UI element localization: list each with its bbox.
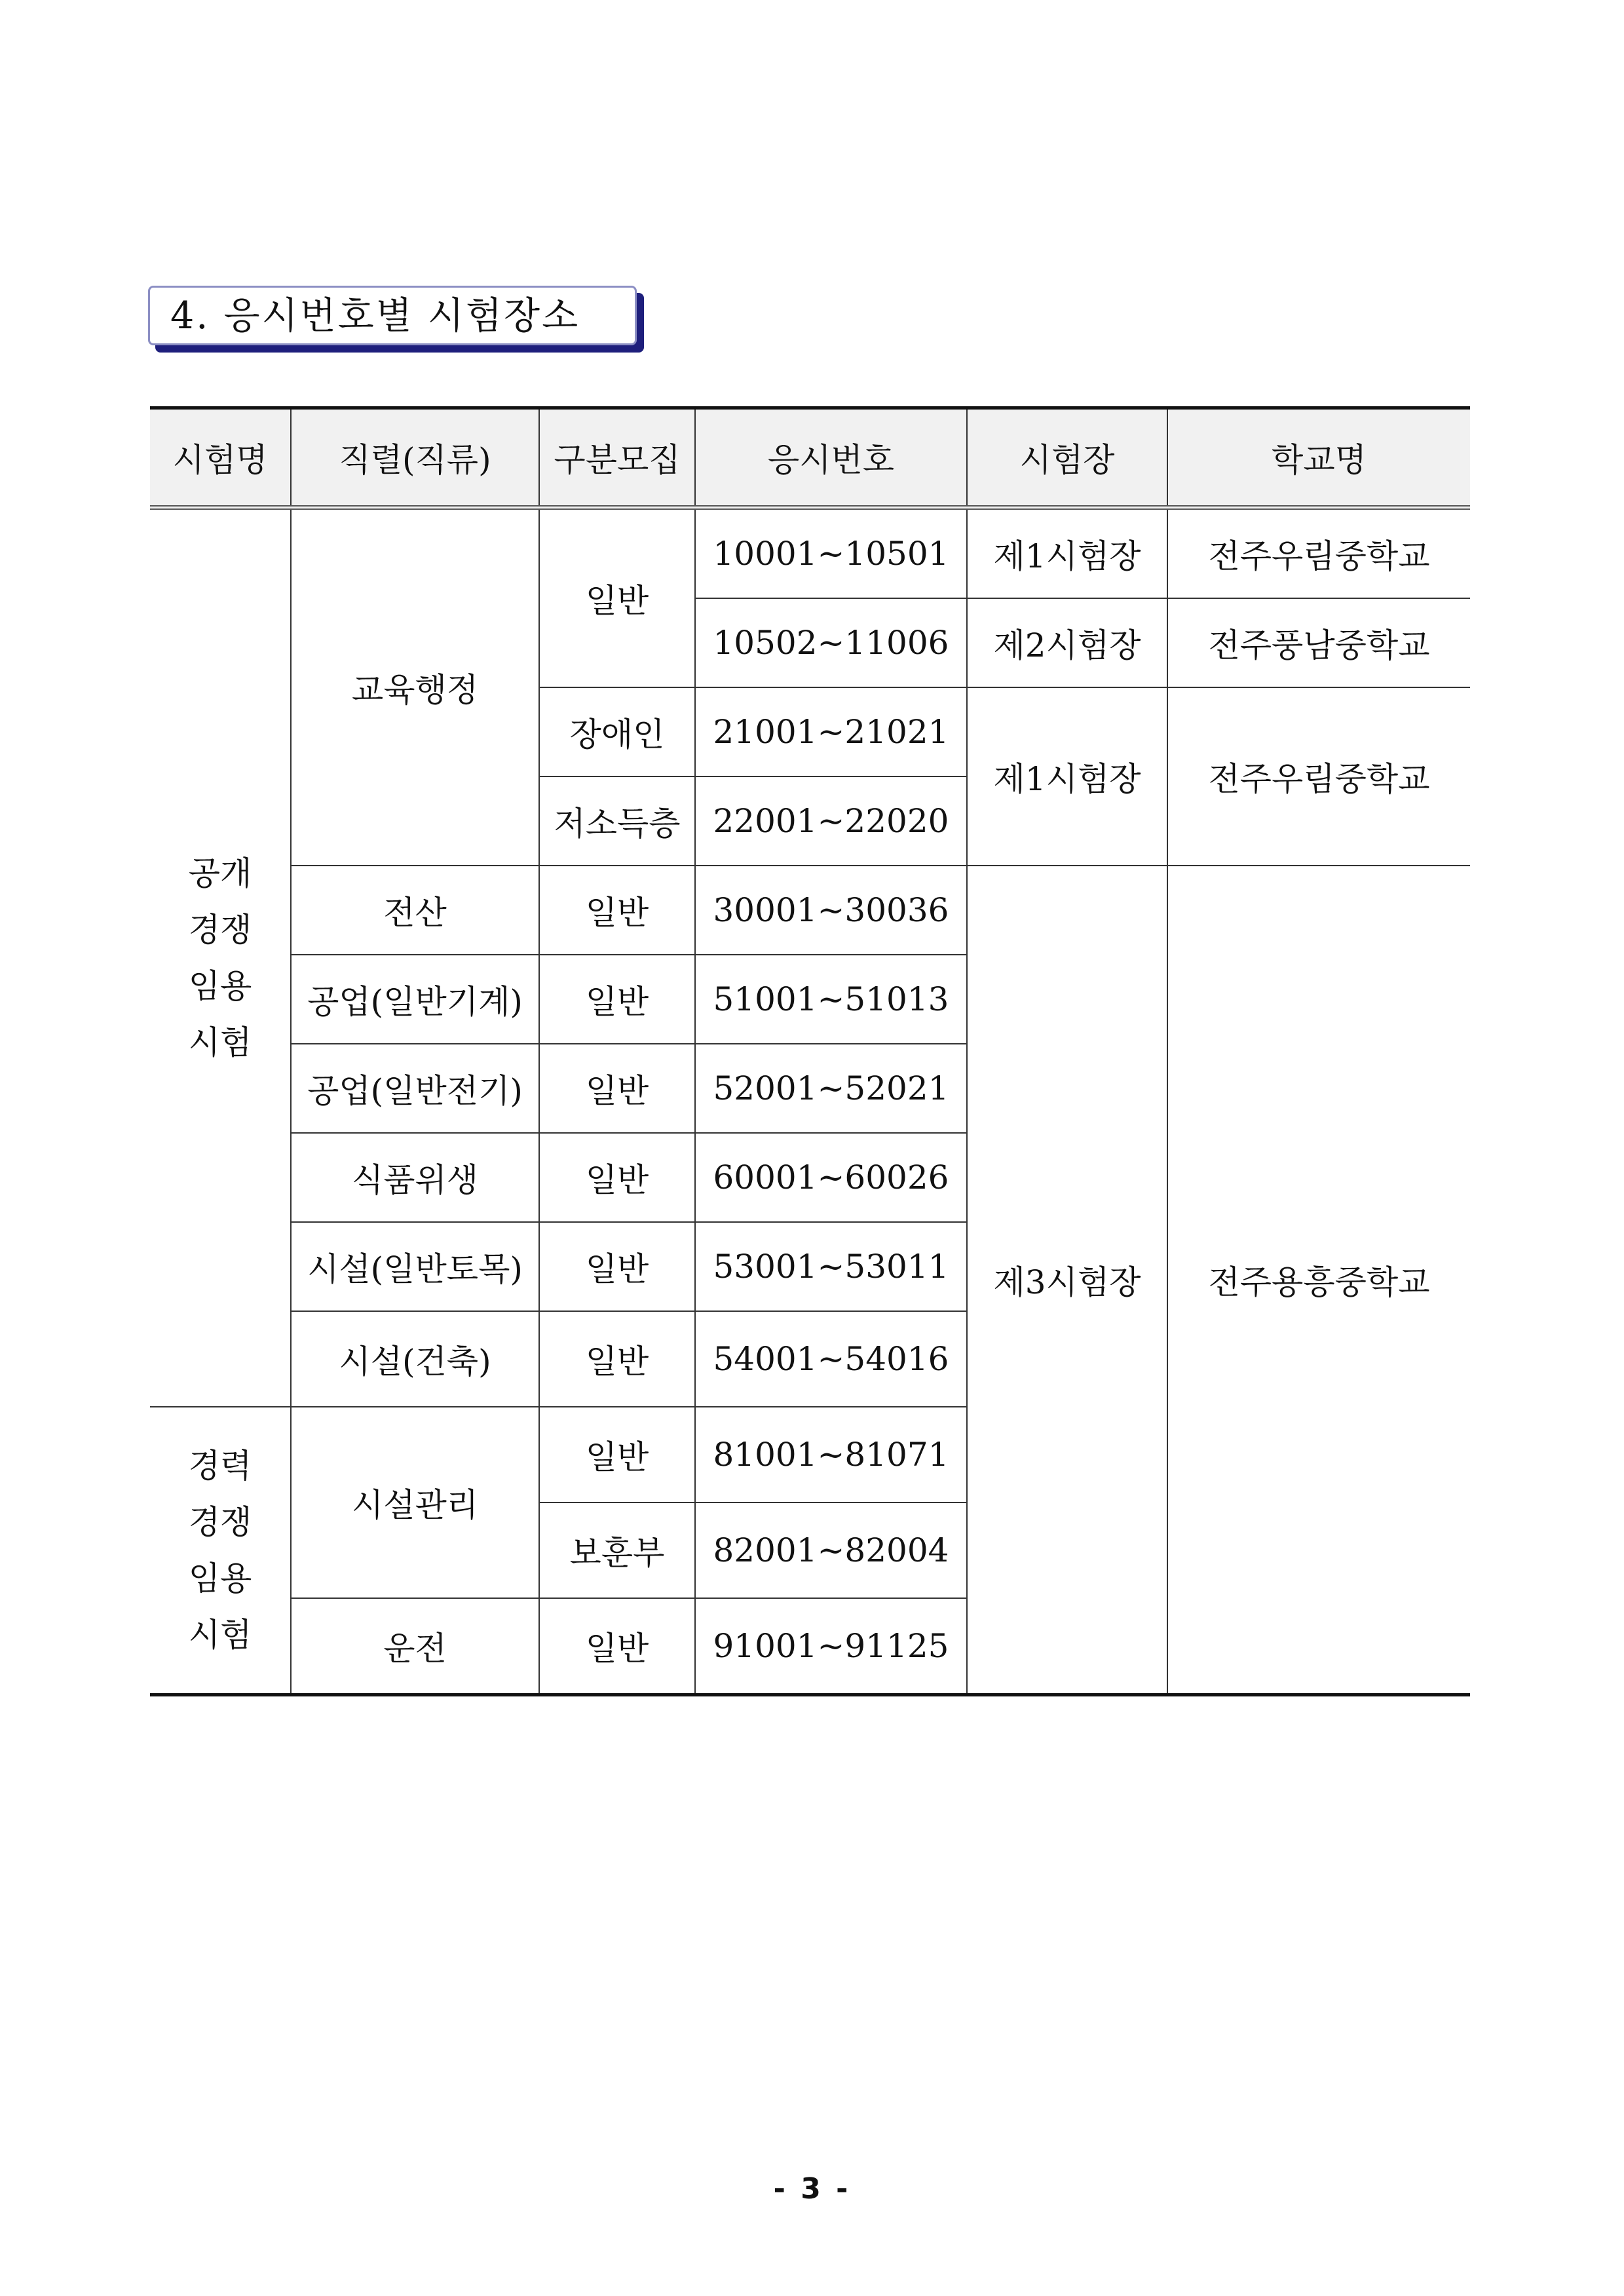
- recruit-type-cell: 저소득층: [539, 776, 695, 866]
- recruit-type-cell: 일반: [539, 955, 695, 1044]
- recruit-type-cell: 일반: [539, 1133, 695, 1222]
- exam-number-cell: 60001~60026: [695, 1133, 967, 1222]
- exam-number-cell: 30001~30036: [695, 866, 967, 955]
- table-row: [150, 866, 1470, 955]
- header-exam-name: 시험명: [150, 408, 291, 508]
- section-title: 4. 응시번호별 시험장소: [170, 294, 580, 337]
- series-cell: 시설(건축): [291, 1311, 539, 1407]
- header-series: 직렬(직류): [291, 408, 539, 508]
- header-exam-number: 응시번호: [695, 408, 967, 508]
- recruit-type-cell: 보훈부: [539, 1502, 695, 1598]
- school-name-cell: 전주풍남중학교: [1167, 598, 1470, 687]
- recruit-type-cell: 일반: [539, 1222, 695, 1311]
- recruit-type-cell: 일반: [539, 1044, 695, 1133]
- exam-number-cell: 51001~51013: [695, 955, 967, 1044]
- exam-number-cell: 53001~53011: [695, 1222, 967, 1311]
- recruit-type-cell: 일반: [539, 866, 695, 955]
- series-cell: 교육행정: [291, 508, 539, 866]
- exam-number-cell: 10502~11006: [695, 598, 967, 687]
- series-cell: 식품위생: [291, 1133, 539, 1222]
- series-cell: 시설관리: [291, 1407, 539, 1598]
- series-cell: 운전: [291, 1598, 539, 1695]
- table-row: [150, 508, 1470, 599]
- recruit-type-cell: 일반: [539, 1407, 695, 1502]
- table-header-row: [150, 408, 1470, 508]
- header-school-name: 학교명: [1167, 408, 1470, 508]
- exam-site-cell: 제2시험장: [967, 598, 1167, 687]
- exam-number-cell: 82001~82004: [695, 1502, 967, 1598]
- series-cell: 공업(일반기계): [291, 955, 539, 1044]
- recruit-type-cell: 장애인: [539, 687, 695, 776]
- header-recruit-type: 구분모집: [539, 408, 695, 508]
- exam-number-cell: 81001~81071: [695, 1407, 967, 1502]
- section-title-box: [148, 286, 637, 345]
- exam-number-cell: 22001~22020: [695, 776, 967, 866]
- exam-name-open-competitive: 공개 경쟁 임용 시험: [150, 508, 291, 1407]
- recruit-type-cell: 일반: [539, 508, 695, 688]
- school-name-cell: 전주용흥중학교: [1167, 866, 1470, 1695]
- recruit-type-cell: 일반: [539, 1598, 695, 1695]
- exam-site-cell: 제1시험장: [967, 508, 1167, 599]
- series-cell: 공업(일반전기): [291, 1044, 539, 1133]
- exam-number-cell: 10001~10501: [695, 508, 967, 599]
- exam-number-cell: 52001~52021: [695, 1044, 967, 1133]
- exam-name-career-competitive: 경력 경쟁 임용 시험: [150, 1407, 291, 1695]
- school-name-cell: 전주우림중학교: [1167, 687, 1470, 866]
- exam-site-cell: 제3시험장: [967, 866, 1167, 1695]
- header-exam-site: 시험장: [967, 408, 1167, 508]
- exam-site-cell: 제1시험장: [967, 687, 1167, 866]
- exam-number-cell: 21001~21021: [695, 687, 967, 776]
- exam-location-table: [150, 406, 1470, 1696]
- page-number: - 3 -: [773, 2172, 851, 2206]
- series-cell: 전산: [291, 866, 539, 955]
- series-cell: 시설(일반토목): [291, 1222, 539, 1311]
- recruit-type-cell: 일반: [539, 1311, 695, 1407]
- school-name-cell: 전주우림중학교: [1167, 508, 1470, 599]
- exam-number-cell: 91001~91125: [695, 1598, 967, 1695]
- exam-number-cell: 54001~54016: [695, 1311, 967, 1407]
